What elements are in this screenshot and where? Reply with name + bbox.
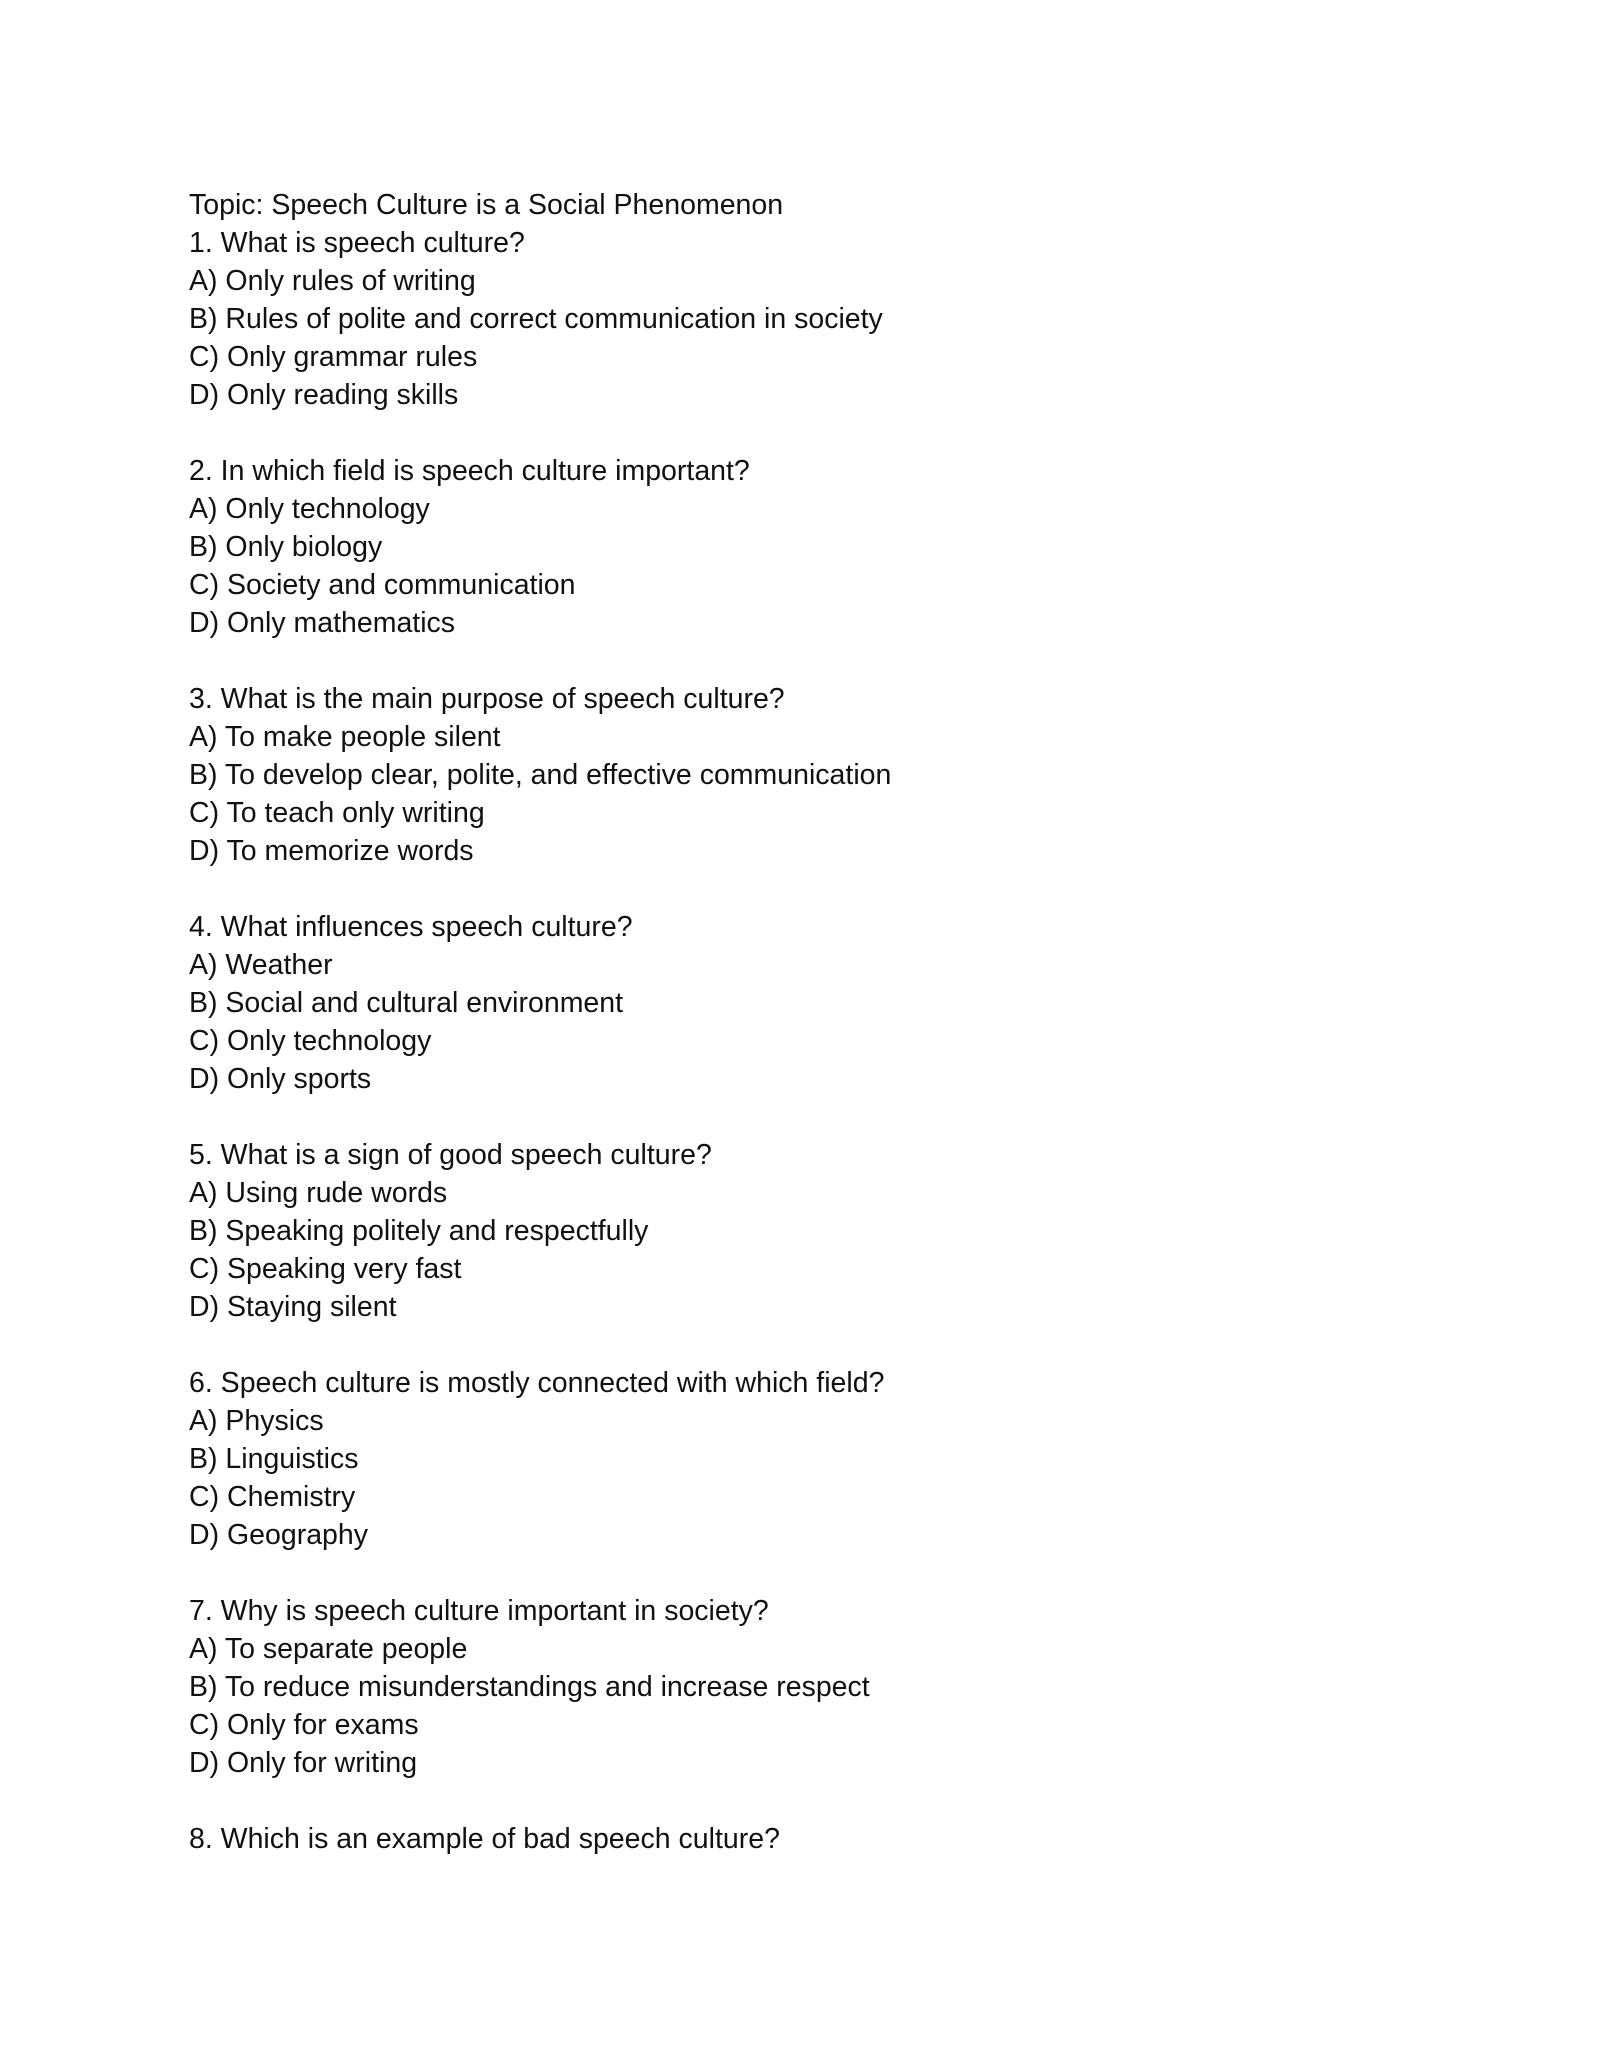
option-c: C) Only for exams	[189, 1709, 419, 1741]
option-a: A) Only technology	[189, 493, 430, 525]
option-b: B) To reduce misunderstandings and increase respect	[189, 1671, 870, 1703]
question-7	[189, 1592, 1409, 1782]
question-8	[189, 1820, 1409, 1858]
option-b: B) Rules of polite and correct communication in society	[189, 303, 883, 335]
option-a: A) Only rules of writing	[189, 265, 476, 297]
question-4	[189, 908, 1409, 1098]
question-1	[189, 224, 1409, 414]
question-text: 1. What is speech culture?	[189, 227, 525, 259]
topic-heading: Topic: Speech Culture is a Social Phenomenon	[189, 189, 784, 221]
option-b: B) Only biology	[189, 531, 383, 563]
option-d: D) Only for writing	[189, 1747, 418, 1779]
option-a: A) Weather	[189, 949, 333, 981]
question-text: 6. Speech culture is mostly connected with which field?	[189, 1367, 885, 1399]
option-d: D) Only mathematics	[189, 607, 456, 639]
option-c: C) Chemistry	[189, 1481, 356, 1513]
option-b: B) Linguistics	[189, 1443, 359, 1475]
question-5	[189, 1136, 1409, 1326]
blank-line	[189, 1326, 1409, 1364]
blank-line	[189, 1782, 1409, 1820]
option-c: C) Speaking very fast	[189, 1253, 462, 1285]
question-text: 8. Which is an example of bad speech culture?	[189, 1823, 780, 1855]
option-c: C) To teach only writing	[189, 797, 485, 829]
option-d: D) To memorize words	[189, 835, 474, 867]
blank-line	[189, 1098, 1409, 1136]
question-3	[189, 680, 1409, 870]
blank-line	[189, 414, 1409, 452]
option-d: D) Only sports	[189, 1063, 372, 1095]
question-text: 4. What influences speech culture?	[189, 911, 633, 943]
question-text: 5. What is a sign of good speech culture?	[189, 1139, 712, 1171]
blank-line	[189, 1554, 1409, 1592]
question-text: 2. In which field is speech culture important?	[189, 455, 750, 487]
option-a: A) To make people silent	[189, 721, 501, 753]
question-2	[189, 452, 1409, 642]
option-a: A) Physics	[189, 1405, 324, 1437]
option-d: D) Only reading skills	[189, 379, 459, 411]
question-text: 3. What is the main purpose of speech culture?	[189, 683, 785, 715]
question-6	[189, 1364, 1409, 1554]
option-d: D) Staying silent	[189, 1291, 397, 1323]
option-a: A) To separate people	[189, 1633, 468, 1665]
option-b: B) Social and cultural environment	[189, 987, 624, 1019]
option-c: C) Society and communication	[189, 569, 576, 601]
blank-line	[189, 642, 1409, 680]
blank-line	[189, 870, 1409, 908]
document-content	[189, 186, 1409, 1858]
option-c: C) Only grammar rules	[189, 341, 478, 373]
option-a: A) Using rude words	[189, 1177, 448, 1209]
option-b: B) To develop clear, polite, and effective communication	[189, 759, 892, 791]
question-text: 7. Why is speech culture important in society?	[189, 1595, 769, 1627]
option-b: B) Speaking politely and respectfully	[189, 1215, 649, 1247]
option-c: C) Only technology	[189, 1025, 432, 1057]
option-d: D) Geography	[189, 1519, 369, 1551]
